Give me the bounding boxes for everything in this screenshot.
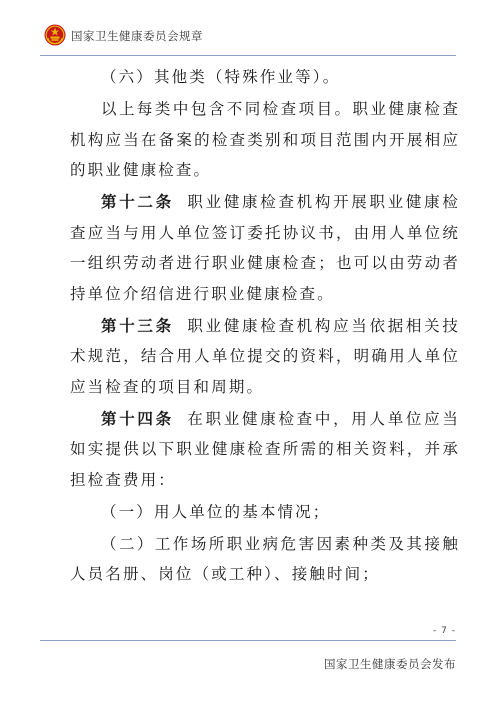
body-paragraph [70, 94, 460, 186]
article-paragraph [70, 404, 460, 496]
page-header [44, 24, 464, 54]
header-title: 国家卫生健康委员会规章 [71, 29, 203, 43]
article-paragraph [70, 311, 460, 403]
paragraph-text: 职业健康检查机构应当依据相关技术规范，结合用人单位提交的资料，明确用人单位应当检查的项目和周期。 [70, 316, 460, 396]
header-divider [40, 55, 456, 56]
footer-publisher: 国家卫生健康委员会发布 [324, 657, 456, 671]
paragraph-text: 以上每类中包含不同检查项目。职业健康检查机构应当在备案的检查类别和项目范围内开展相应的职业健康检查。 [70, 100, 460, 179]
paragraph-text: （六）其他类（特殊作业等）。 [101, 68, 341, 86]
paragraph-text: 职业健康检查机构开展职业健康检查应当与用人单位签订委托协议书，由用人单位统一组织劳动者进行职业健康检查；也可以由劳动者持单位介绍信进行职业健康检查。 [70, 193, 460, 303]
paragraph-text: （一）用人单位的基本情况； [101, 502, 331, 521]
article-number: 第十二条 [101, 192, 174, 211]
article-number: 第十三条 [101, 315, 174, 335]
body-paragraph [70, 497, 460, 528]
footer-divider [40, 640, 456, 641]
paragraph-text: 在职业健康检查中，用人单位应当如实提供以下职业健康检查所需的相关资料，并承担检查费用： [70, 409, 460, 489]
body-paragraph [70, 62, 460, 93]
body-paragraph [70, 529, 460, 590]
document-body [70, 62, 460, 590]
article-number: 第十四条 [101, 408, 174, 428]
page-number: - 7 - [433, 626, 456, 636]
national-emblem-icon [44, 24, 66, 46]
article-paragraph [70, 187, 460, 309]
paragraph-text: （二）工作场所职业病危害因素种类及其接触人员名册、岗位（或工种）、接触时间； [70, 534, 460, 583]
